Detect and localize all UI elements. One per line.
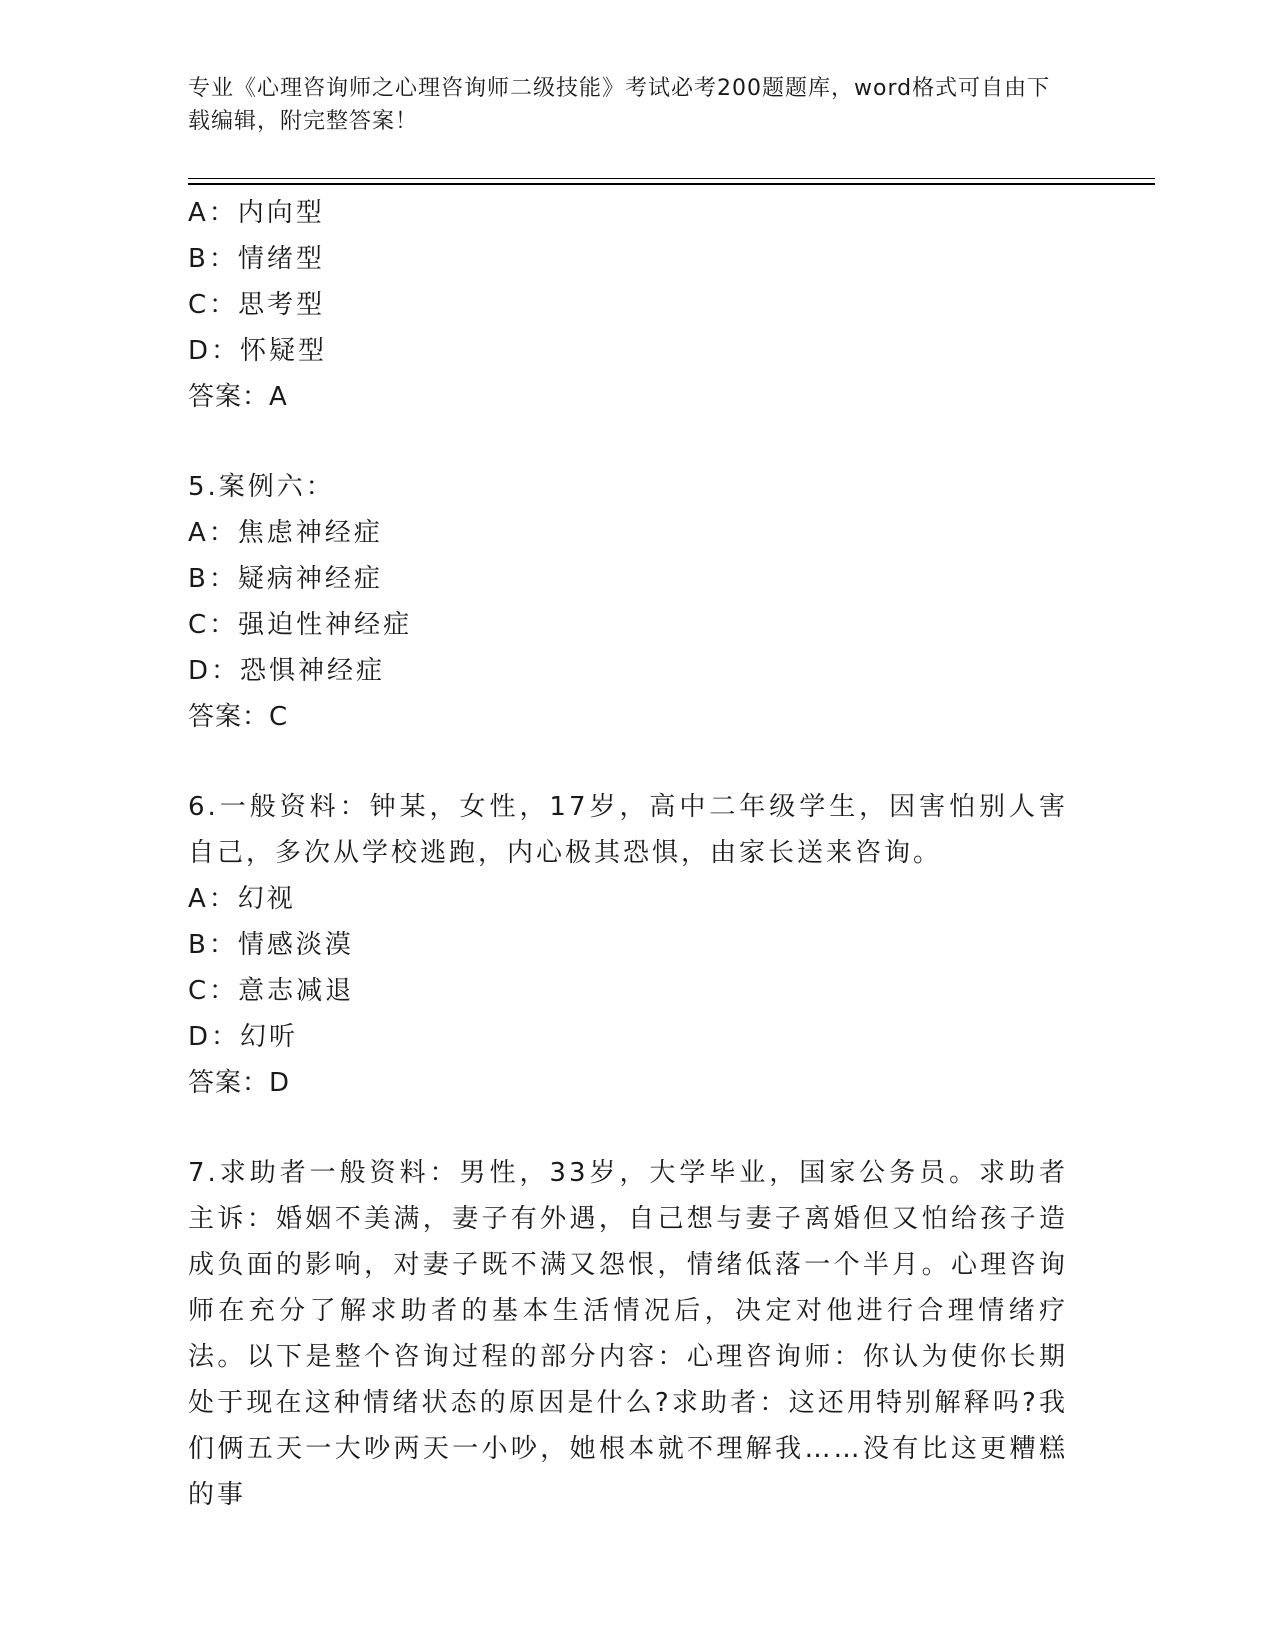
option-d: D：幻听: [188, 1022, 299, 1052]
question-stem: 6.一般资料：钟某，女性，17岁，高中二年级学生，因害怕别人害自己，多次从学校逃跑，内心极其恐惧，由家长送来咨询。: [188, 792, 1068, 868]
option-a: A：内向型: [188, 198, 325, 228]
question-stem: 5.案例六：: [188, 472, 335, 502]
option-a: A：焦虑神经症: [188, 518, 383, 548]
option-a: A：幻视: [188, 884, 296, 914]
option-b: B：情绪型: [188, 244, 325, 274]
option-c: C：思考型: [188, 290, 326, 320]
header-divider-thick: [188, 183, 1155, 185]
answer-label: 答案：C: [188, 702, 289, 732]
option-b: B：情感淡漠: [188, 930, 354, 960]
question-6: [188, 784, 1068, 1106]
answer-label: 答案：A: [188, 382, 288, 412]
header-divider-thin: [188, 178, 1155, 179]
option-d: D：恐惧神经症: [188, 656, 386, 686]
document-header: 专业《心理咨询师之心理咨询师二级技能》考试必考200题题库，word格式可自由下载编辑，附完整答案！: [188, 76, 1051, 134]
question-4: [188, 190, 1068, 420]
option-d: D：怀疑型: [188, 336, 328, 366]
question-7: [188, 1150, 1068, 1518]
question-list: [188, 190, 1068, 1518]
question-stem: 7.求助者一般资料：男性，33岁，大学毕业，国家公务员。求助者主诉：婚姻不美满，妻子有外遇，自己想与妻子离婚但又怕给孩子造成负面的影响，对妻子既不满又怨恨，情绪低落一个半月。心理咨询师在充分了解求助者的基本生活情况后，决定对他进行合理情绪疗法。以下是整个咨询过程的部分内容：心理咨询师：你认为使你长期处于现在这种情绪状态的原因是什么?求助者：这还用特别解释吗?我们俩五天一大吵两天一小吵，她根本就不理解我……没有比这更糟糕的事: [188, 1158, 1068, 1510]
option-c: C：强迫性神经症: [188, 610, 413, 640]
option-c: C：意志减退: [188, 976, 355, 1006]
option-b: B：疑病神经症: [188, 564, 383, 594]
answer-label: 答案：D: [188, 1068, 291, 1098]
question-5: [188, 464, 1068, 740]
